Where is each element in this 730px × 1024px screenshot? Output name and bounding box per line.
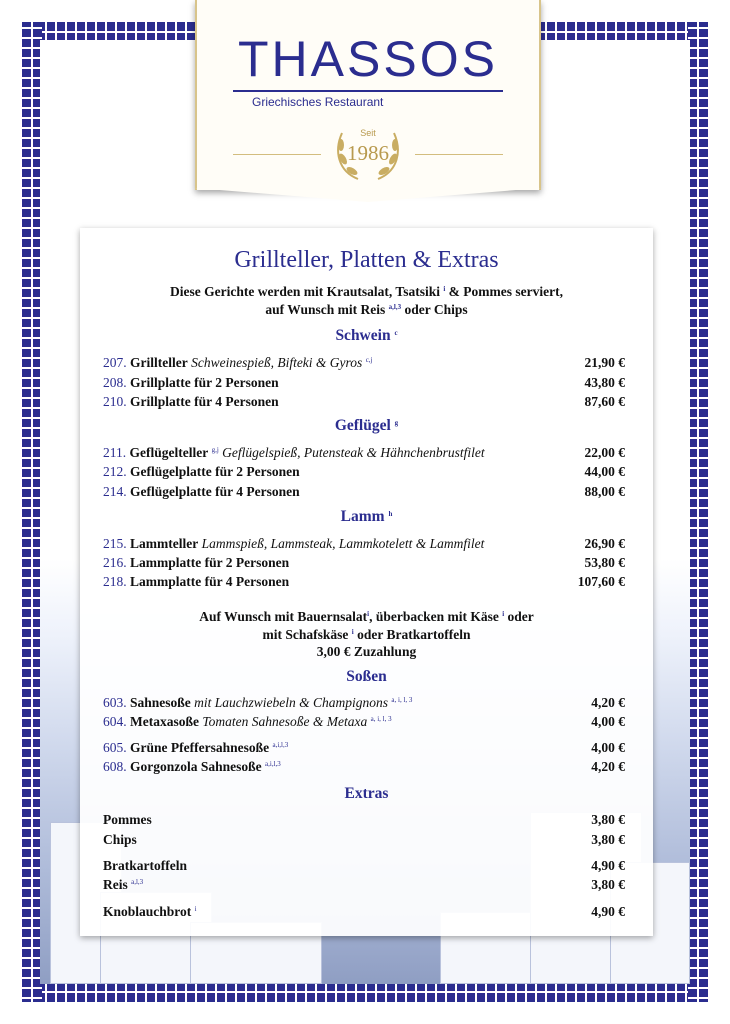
allergen-code: g,j — [211, 446, 219, 454]
menu-item-price: 3,80 € — [591, 812, 625, 827]
menu-item-description: Tomaten Sahnesoße & Metaxa — [202, 714, 368, 729]
menu-item-price: 4,00 € — [591, 740, 625, 755]
allergen-code: a,i,l,3 — [272, 741, 289, 749]
allergen-code: a,i,l,3 — [265, 760, 281, 768]
menu-item-row — [103, 394, 625, 412]
section-title-gefluegel: Geflügel $^g$ — [334, 417, 399, 434]
menu-item-name: Sahnesoße — [130, 695, 191, 710]
menu-item-row — [103, 832, 625, 850]
restaurant-logo: THASSOS — [238, 31, 498, 87]
section-title-schwein: Schwein $^c$ — [335, 327, 398, 344]
menu-item-price: 4,90 € — [591, 858, 625, 873]
menu-item-name: Geflügelplatte für 4 Personen — [130, 484, 300, 499]
menu-item-row — [103, 858, 625, 876]
since-year: 1986 — [347, 141, 389, 165]
menu-item-number: 603. — [103, 695, 127, 710]
menu-item-name: Grillplatte für 4 Personen — [130, 394, 279, 409]
menu-item-description: Lammspieß, Lammsteak, Lammkotelett & Lammfilet — [201, 536, 485, 551]
menu-item-price: 4,20 € — [591, 695, 625, 710]
allergen-code: a, i, l, 3 — [370, 715, 392, 723]
logo-underline — [233, 90, 503, 92]
option-line-2: mit Schafskäse $^i$ oder Bratkartoffeln — [262, 627, 471, 642]
menu-item-row — [103, 695, 625, 713]
menu-item-price: 22,00 € — [584, 445, 625, 460]
intro-line-2: auf Wunsch mit Reis $^{a,l,3}$ oder Chips — [265, 302, 468, 317]
menu-item-number: 214. — [103, 484, 127, 499]
menu-item-price: 21,90 € — [584, 355, 625, 370]
menu-item-price: 4,00 € — [591, 714, 625, 729]
menu-item-row — [103, 355, 625, 373]
option-surcharge: 3,00 € Zuzahlung — [316, 644, 417, 659]
menu-item-price: 107,60 € — [577, 574, 625, 589]
menu-item-row — [103, 484, 625, 502]
menu-item-name: Metaxasoße — [130, 714, 199, 729]
menu-item-name: Pommes — [103, 812, 152, 827]
menu-item-price: 44,00 € — [584, 464, 625, 479]
menu-item-name: Bratkartoffeln — [103, 858, 187, 873]
menu-item-name: Geflügelplatte für 2 Personen — [130, 464, 300, 479]
page-title: Grillteller, Platten & Extras — [234, 247, 499, 273]
menu-item-name: Lammteller — [130, 536, 199, 551]
menu-item-row — [103, 445, 625, 463]
menu-item-price: 53,80 € — [584, 555, 625, 570]
menu-item-price: 88,00 € — [584, 484, 625, 499]
menu-item-name: Reis — [103, 877, 128, 892]
menu-item-number: 605. — [103, 740, 127, 755]
section-title-extras: Extras — [344, 785, 389, 802]
menu-item-name: Grillplatte für 2 Personen — [130, 375, 279, 390]
menu-item-row — [103, 375, 625, 393]
logo-banner — [195, 0, 541, 190]
menu-card — [80, 228, 653, 936]
menu-item-number: 604. — [103, 714, 127, 729]
menu-item-name: Grillteller — [130, 355, 188, 370]
menu-item-price: 26,90 € — [584, 536, 625, 551]
menu-item-description: Schweinespieß, Bifteki & Gyros — [191, 355, 363, 370]
menu-item-name: Gorgonzola Sahnesoße — [130, 759, 262, 774]
menu-item-row — [103, 574, 625, 592]
menu-item-number: 210. — [103, 394, 127, 409]
menu-item-number: 212. — [103, 464, 127, 479]
intro-line-1: Diese Gerichte werden mit Krautsalat, Tsatsiki $^i$ & Pommes serviert, — [169, 284, 563, 299]
menu-item-name: Knoblauchbrot — [103, 904, 192, 919]
menu-item-number: 208. — [103, 375, 127, 390]
menu-item-number: 207. — [103, 355, 127, 370]
menu-item-price: 4,20 € — [591, 759, 625, 774]
menu-item-number: 215. — [103, 536, 127, 551]
menu-item-description: mit Lauchzwiebeln & Champignons — [194, 695, 389, 710]
menu-item-row — [103, 714, 625, 732]
restaurant-subtitle: Griechisches Restaurant — [252, 95, 384, 109]
allergen-code: i — [194, 905, 197, 913]
menu-item-name: Chips — [103, 832, 137, 847]
gold-divider-left — [233, 154, 321, 155]
greek-key-border-right — [688, 22, 708, 1002]
menu-item-row — [103, 904, 625, 922]
menu-item-price: 87,60 € — [584, 394, 625, 409]
section-title-sauces: Soßen — [346, 668, 387, 685]
menu-item-name: Lammplatte für 2 Personen — [130, 555, 290, 570]
menu-item-name: Geflügelteller — [129, 445, 209, 460]
allergen-code: a, i, l, 3 — [391, 696, 413, 704]
menu-item-description: Geflügelspieß, Putensteak & Hähnchenbrustfilet — [222, 445, 485, 460]
since-label: Seit — [360, 128, 376, 138]
menu-item-number: 211. — [103, 445, 127, 460]
menu-item-price: 43,80 € — [584, 375, 625, 390]
greek-key-border-bottom — [22, 982, 708, 1002]
menu-item-row — [103, 877, 625, 895]
allergen-code: c,j — [365, 356, 373, 364]
menu-item-row — [103, 740, 625, 758]
menu-item-row — [103, 759, 625, 777]
menu-item-number: 608. — [103, 759, 127, 774]
allergen-code: a,l,3 — [131, 878, 144, 886]
gold-divider-right — [415, 154, 503, 155]
section-title-lamm: Lamm $^h$ — [340, 508, 393, 525]
greek-key-border-left — [22, 22, 42, 1002]
menu-item-row — [103, 536, 625, 554]
option-line-1: Auf Wunsch mit Bauernsalat$^i$, überbacken mit Käse $^i$ oder — [199, 609, 534, 624]
menu-item-number: 216. — [103, 555, 127, 570]
menu-item-price: 3,80 € — [591, 832, 625, 847]
menu-item-row — [103, 812, 625, 830]
menu-item-row — [103, 555, 625, 573]
menu-item-price: 4,90 € — [591, 904, 625, 919]
menu-item-name: Grüne Pfeffersahnesoße — [130, 740, 270, 755]
menu-item-row — [103, 464, 625, 482]
menu-item-number: 218. — [103, 574, 127, 589]
menu-item-name: Lammplatte für 4 Personen — [130, 574, 290, 589]
menu-item-price: 3,80 € — [591, 877, 625, 892]
